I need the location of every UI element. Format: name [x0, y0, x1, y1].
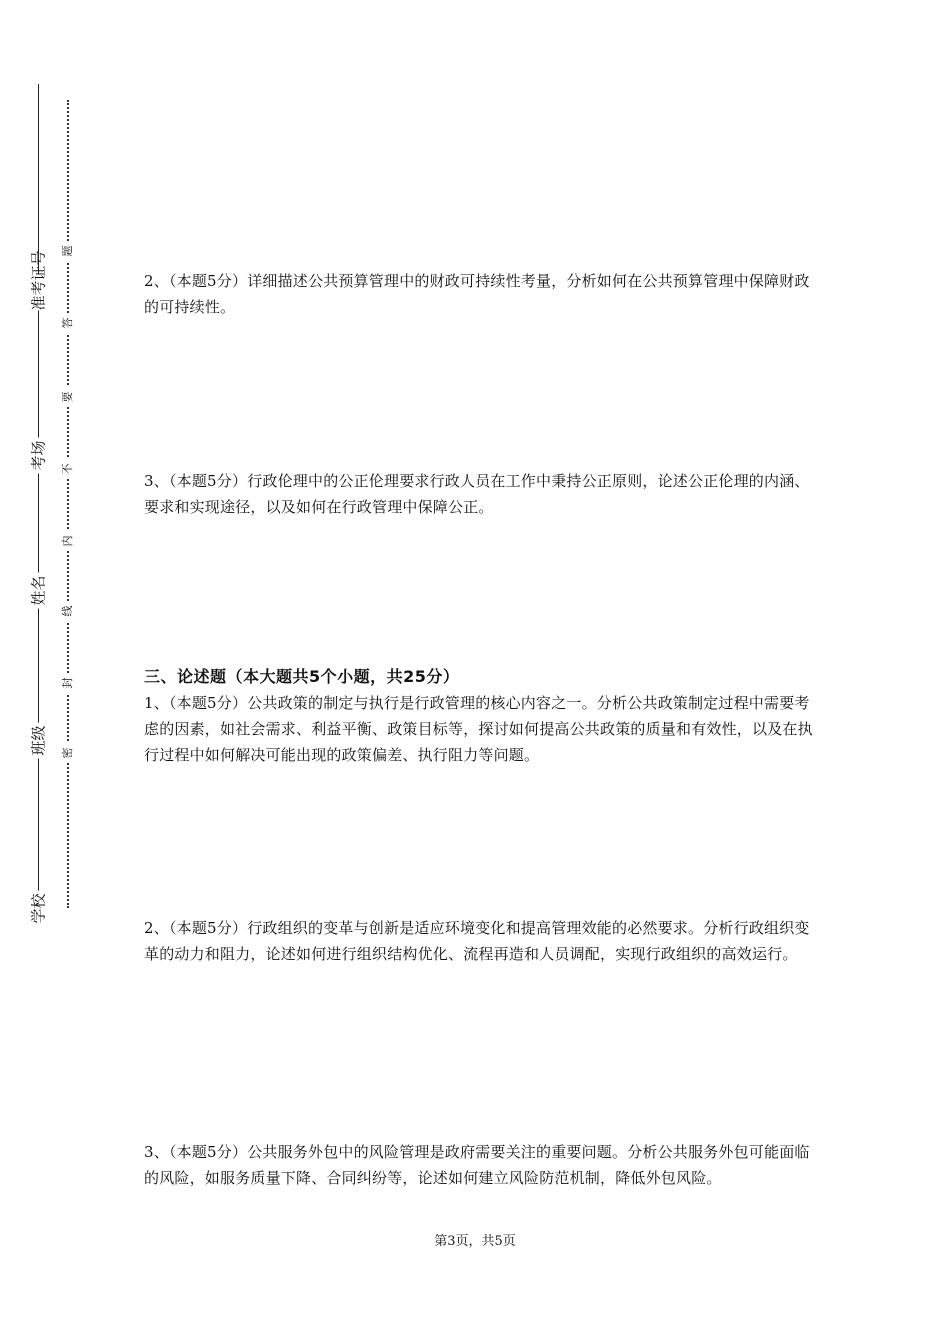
question-2-2: 2、（本题5分）详细描述公共预算管理中的财政可持续性考量，分析如何在公共预算管理中保障财政的可持续性。 — [144, 272, 810, 316]
field-label-class: 班级 — [28, 723, 49, 759]
question-3-3: 3、（本题5分）公共服务外包中的风险管理是政府需要关注的重要问题。分析公共服务外包可能面临的风险，如服务质量下降、合同纠纷等，论述如何建立风险防范机制，降低外包风险。 — [144, 1143, 810, 1187]
seal-char: 内 — [61, 531, 75, 551]
seal-char: 答 — [61, 313, 75, 333]
question-3-2: 2、（本题5分）行政组织的变革与创新是适应环境变化和提高管理效能的必然要求。分析行政组织变革的动力和阻力，论述如何进行组织结构优化、流程再造和人员调配，实现行政组织的高效运行。 — [144, 919, 810, 963]
seal-char: 线 — [61, 601, 75, 621]
seal-char: 不 — [61, 459, 75, 479]
question-2-3: 3、（本题5分）行政伦理中的公正伦理要求行政人员在工作中秉持公正原则，论述公正伦理的内涵、要求和实现途径，以及如何在行政管理中保障公正。 — [144, 472, 810, 516]
field-label-exam-room: 考场 — [28, 438, 49, 474]
section-title: 三、论述题（本大题共5个小题，共25分） — [144, 667, 460, 686]
seal-char: 题 — [61, 241, 75, 261]
field-label-name: 姓名 — [28, 573, 49, 609]
binding-line — [38, 84, 39, 914]
seal-char: 密 — [61, 743, 75, 763]
seal-dotted-line — [67, 100, 69, 908]
seal-char: 封 — [61, 673, 75, 693]
field-label-school: 学校 — [28, 891, 49, 927]
page-number: 第3页，共5页 — [434, 1234, 516, 1249]
seal-char: 要 — [61, 387, 75, 407]
field-label-exam-number: 准考证号 — [29, 250, 48, 311]
question-3-1: 1、（本题5分）公共政策的制定与执行是行政管理的核心内容之一。分析公共政策制定过程中需要考虑的因素，如社会需求、利益平衡、政策目标等，探讨如何提高公共政策的质量和有效性，以及在执行过程中如何解决可能出现的政策偏差、执行阻力等问题。 — [144, 694, 813, 764]
